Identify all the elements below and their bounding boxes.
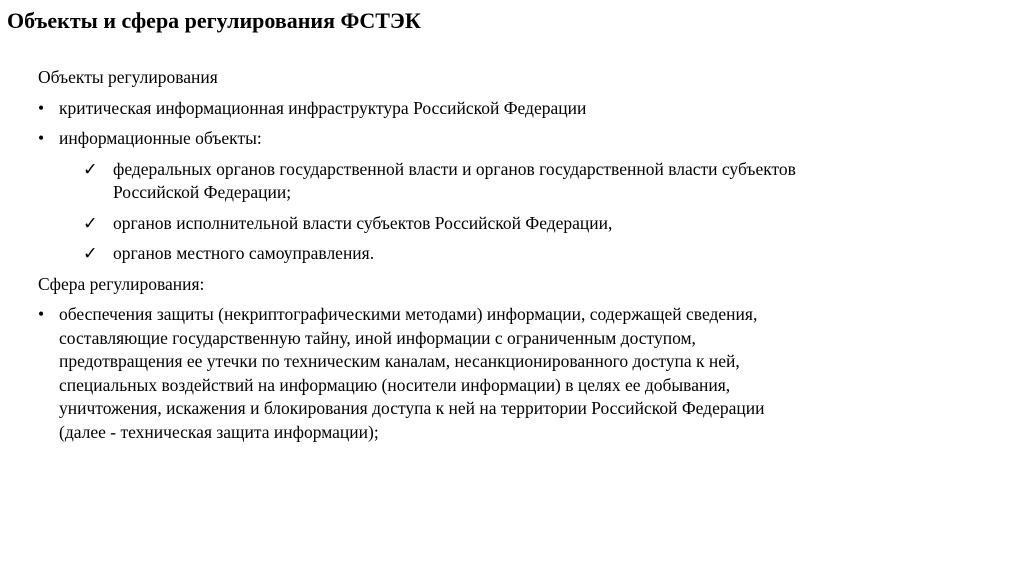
bullet-item-information-objects bbox=[38, 127, 998, 151]
check-text: органов местного самоуправления. bbox=[113, 243, 375, 263]
bullet-text: критическая информационная инфраструктура Российской Федерации bbox=[59, 97, 587, 118]
bullet-item-critical-infrastructure bbox=[38, 97, 998, 121]
checkmark-icon: ✓ bbox=[83, 212, 98, 233]
objects-heading: Объекты регулирования bbox=[38, 67, 218, 87]
slide-content bbox=[38, 66, 998, 451]
check-item-federal-bodies bbox=[38, 158, 998, 205]
check-item-local-government bbox=[38, 242, 998, 266]
paragraph-line: специальных воздействий на информацию (носители информации) в целях ее добывания, bbox=[59, 374, 731, 395]
bullet-icon: • bbox=[38, 128, 45, 148]
check-item-executive-bodies bbox=[38, 212, 998, 236]
bullet-icon: • bbox=[38, 97, 45, 118]
paragraph-line: обеспечения защиты (некриптографическими методами) информации, содержащей сведения, bbox=[59, 304, 758, 324]
bullet-icon: • bbox=[38, 304, 45, 324]
checkmark-icon: ✓ bbox=[83, 158, 98, 179]
checkmark-icon: ✓ bbox=[83, 243, 98, 263]
bullet-item-sphere-description bbox=[38, 303, 998, 444]
paragraph-line: уничтожения, искажения и блокирования доступа к ней на территории Российской Федерации bbox=[59, 398, 765, 418]
sphere-heading: Сфера регулирования: bbox=[38, 273, 205, 294]
paragraph-line: составляющие государственную тайну, иной информации с ограниченным доступом, bbox=[59, 327, 696, 348]
check-text-line: Российской Федерации; bbox=[113, 182, 292, 202]
check-text: органов исполнительной власти субъектов Российской Федерации, bbox=[113, 212, 613, 233]
paragraph-line: (далее - техническая защита информации); bbox=[59, 421, 379, 442]
bullet-text: информационные объекты: bbox=[59, 128, 262, 148]
slide-title: Объекты и сфера регулирования ФСТЭК bbox=[7, 8, 421, 33]
paragraph-line: предотвращения ее утечки по техническим каналам, несанкционированного доступа к ней, bbox=[59, 351, 740, 371]
check-text-line: федеральных органов государственной власти и органов государственной власти субъектов bbox=[113, 158, 796, 179]
